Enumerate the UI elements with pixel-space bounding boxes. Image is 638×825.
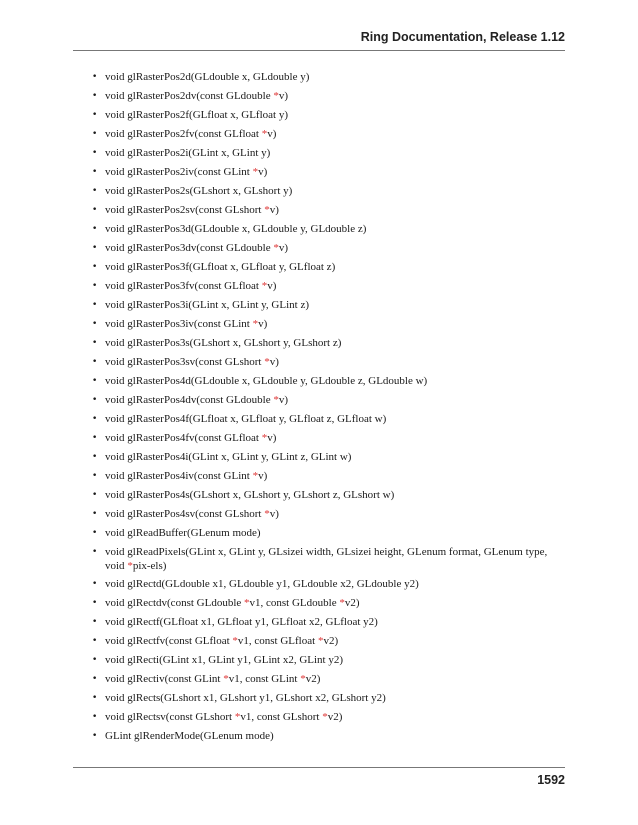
signature-text: void glRasterPos4i(GLint x, GLint y, GLint z, GLint w) [105, 451, 352, 463]
bullet-icon: • [92, 395, 98, 405]
signature-text: v) [267, 432, 277, 444]
bullet-icon: • [92, 148, 98, 158]
bullet-icon: • [92, 357, 98, 367]
signature-text: v) [267, 280, 277, 292]
signature-text: v) [258, 318, 268, 330]
pointer-star: * [127, 559, 133, 572]
signature-text: void glRasterPos2sv(const GLshort [105, 204, 265, 216]
list-item [92, 635, 566, 654]
function-list [92, 71, 566, 749]
page-header-title: Ring Documentation, Release 1.12 [360, 30, 565, 44]
signature-text: void glRasterPos4sv(const GLshort [105, 508, 265, 520]
signature-text: void glRecti(GLint x1, GLint y1, GLint x2, GLint y2) [105, 654, 344, 666]
list-item [92, 730, 566, 749]
signature-text: void glRasterPos2i(GLint x, GLint y) [105, 147, 271, 159]
bullet-icon: • [92, 186, 98, 196]
signature-text: void glRasterPos4d(GLdouble x, GLdouble y, GLdouble z, GLdouble w) [105, 375, 428, 387]
signature-text: void glRasterPos4dv(const GLdouble [105, 394, 274, 406]
bullet-icon: • [92, 490, 98, 500]
signature-text: v2) [323, 635, 339, 647]
signature-text: void glRectd(GLdouble x1, GLdouble y1, GLdouble x2, GLdouble y2) [105, 578, 419, 590]
bullet-icon: • [92, 224, 98, 234]
signature-text: void glRectdv(const GLdouble [105, 597, 245, 609]
bullet-icon: • [92, 655, 98, 665]
list-item [92, 578, 566, 597]
bullet-icon: • [92, 281, 98, 291]
bullet-icon: • [92, 712, 98, 722]
signature-text: void glRasterPos4fv(const GLfloat [105, 432, 262, 444]
bullet-icon: • [92, 72, 98, 82]
signature-text: void glRasterPos3s(GLshort x, GLshort y, GLshort z) [105, 337, 342, 349]
signature-text: void glRects(GLshort x1, GLshort y1, GLshort x2, GLshort y2) [105, 692, 386, 704]
list-item [92, 318, 566, 337]
list-item [92, 71, 566, 90]
list-item [92, 546, 566, 578]
list-item [92, 299, 566, 318]
signature-text: void glRasterPos2s(GLshort x, GLshort y) [105, 185, 293, 197]
signature-text: void glRasterPos4s(GLshort x, GLshort y, GLshort z, GLshort w) [105, 489, 395, 501]
signature-text: v1, const GLshort [240, 711, 323, 723]
signature-text: void glRectfv(const GLfloat [105, 635, 233, 647]
pointer-star: * [322, 711, 328, 723]
bullet-icon: • [92, 731, 98, 741]
page-number: 1592 [537, 773, 565, 787]
signature-text: void glReadBuffer(GLenum mode) [105, 527, 261, 539]
pointer-star: * [234, 711, 241, 723]
bullet-icon: • [92, 547, 98, 557]
pointer-star: * [273, 394, 279, 406]
signature-text: v) [269, 508, 279, 520]
pointer-star: * [264, 356, 270, 368]
signature-text: GLint glRenderMode(GLenum mode) [105, 730, 274, 742]
bullet-icon: • [92, 636, 98, 646]
signature-text: v) [278, 242, 289, 254]
list-item [92, 692, 566, 711]
bullet-icon: • [92, 693, 98, 703]
list-item [92, 109, 566, 128]
list-item [92, 261, 566, 280]
bullet-icon: • [92, 471, 98, 481]
bullet-icon: • [92, 674, 98, 684]
signature-text: void glRasterPos2d(GLdouble x, GLdouble y) [105, 71, 310, 83]
pointer-star: * [273, 90, 279, 102]
list-item [92, 128, 566, 147]
list-item [92, 616, 566, 635]
signature-text: void glRasterPos3sv(const GLshort [105, 356, 265, 368]
list-item [92, 394, 566, 413]
bullet-icon: • [92, 338, 98, 348]
signature-text: void glRasterPos4f(GLfloat x, GLfloat y, GLfloat z, GLfloat w) [105, 413, 387, 425]
pointer-star: * [273, 242, 279, 254]
pointer-star: * [261, 128, 268, 140]
signature-text: void glRectiv(const GLint [105, 673, 224, 685]
signature-text: void glRasterPos2dv(const GLdouble [105, 90, 274, 102]
pointer-star: * [223, 673, 229, 685]
bullet-icon: • [92, 91, 98, 101]
bullet-icon: • [92, 433, 98, 443]
list-item [92, 280, 566, 299]
list-item [92, 147, 566, 166]
bullet-icon: • [92, 452, 98, 462]
list-item [92, 356, 566, 375]
signature-text: void glRasterPos4iv(const GLint [105, 470, 253, 482]
list-item [92, 451, 566, 470]
signature-text: v2) [327, 711, 343, 723]
bullet-icon: • [92, 110, 98, 120]
bullet-icon: • [92, 414, 98, 424]
bullet-icon: • [92, 509, 98, 519]
signature-text: void glRasterPos2fv(const GLfloat [105, 128, 262, 140]
signature-text: v2) [305, 673, 321, 685]
header-rule [73, 50, 565, 51]
pointer-star: * [339, 597, 345, 609]
signature-text: void glRectsv(const GLshort [105, 711, 235, 723]
list-item [92, 654, 566, 673]
list-item [92, 185, 566, 204]
pointer-star: * [252, 166, 259, 178]
bullet-icon: • [92, 129, 98, 139]
footer-rule [73, 767, 565, 768]
list-item [92, 432, 566, 451]
bullet-icon: • [92, 528, 98, 538]
signature-text: v1, const GLint [228, 673, 301, 685]
list-item [92, 204, 566, 223]
pointer-star: * [232, 635, 238, 647]
signature-text: void glRasterPos3i(GLint x, GLint y, GLint z) [105, 299, 309, 311]
signature-text: v) [269, 204, 279, 216]
bullet-icon: • [92, 167, 98, 177]
signature-text: void glRasterPos3iv(const GLint [105, 318, 253, 330]
list-item [92, 242, 566, 261]
bullet-icon: • [92, 319, 98, 329]
signature-text: void glRasterPos2f(GLfloat x, GLfloat y) [105, 109, 288, 121]
list-item [92, 508, 566, 527]
list-item [92, 489, 566, 508]
pointer-star: * [261, 280, 268, 292]
bullet-icon: • [92, 598, 98, 608]
signature-text: void glReadPixels(GLint x, GLint y, GLsizei width, GLsizei height, GLenum format, GLenum type, void [105, 546, 548, 572]
pointer-star: * [261, 432, 268, 444]
signature-text: void glRasterPos3fv(const GLfloat [105, 280, 262, 292]
pointer-star: * [317, 635, 324, 647]
signature-text: v1, const GLdouble [249, 597, 340, 609]
pointer-star: * [264, 508, 270, 520]
pointer-star: * [300, 673, 306, 685]
signature-text: v) [269, 356, 279, 368]
signature-text: pix-els) [132, 559, 167, 572]
list-item [92, 90, 566, 109]
signature-text: v1, const GLfloat [237, 635, 318, 647]
pointer-star: * [244, 597, 250, 609]
bullet-icon: • [92, 300, 98, 310]
bullet-icon: • [92, 243, 98, 253]
signature-text: v) [258, 470, 268, 482]
signature-text: v) [267, 128, 277, 140]
pointer-star: * [252, 318, 259, 330]
list-item [92, 597, 566, 616]
signature-text: v) [278, 90, 289, 102]
signature-text: v) [258, 166, 268, 178]
list-item [92, 223, 566, 242]
bullet-icon: • [92, 262, 98, 272]
list-item [92, 166, 566, 185]
signature-text: void glRectf(GLfloat x1, GLfloat y1, GLfloat x2, GLfloat y2) [105, 616, 378, 628]
list-item [92, 413, 566, 432]
signature-text: void glRasterPos2iv(const GLint [105, 166, 253, 178]
pointer-star: * [264, 204, 270, 216]
bullet-icon: • [92, 205, 98, 215]
signature-text: void glRasterPos3dv(const GLdouble [105, 242, 274, 254]
list-item [92, 470, 566, 489]
list-item [92, 673, 566, 692]
pointer-star: * [252, 470, 259, 482]
signature-text: void glRasterPos3f(GLfloat x, GLfloat y, GLfloat z) [105, 261, 336, 273]
bullet-icon: • [92, 617, 98, 627]
signature-text: void glRasterPos3d(GLdouble x, GLdouble y, GLdouble z) [105, 223, 367, 235]
list-item [92, 375, 566, 394]
bullet-icon: • [92, 579, 98, 589]
list-item [92, 337, 566, 356]
bullet-icon: • [92, 376, 98, 386]
signature-text: v2) [344, 597, 360, 609]
list-item [92, 711, 566, 730]
list-item [92, 527, 566, 546]
signature-text: v) [278, 394, 289, 406]
